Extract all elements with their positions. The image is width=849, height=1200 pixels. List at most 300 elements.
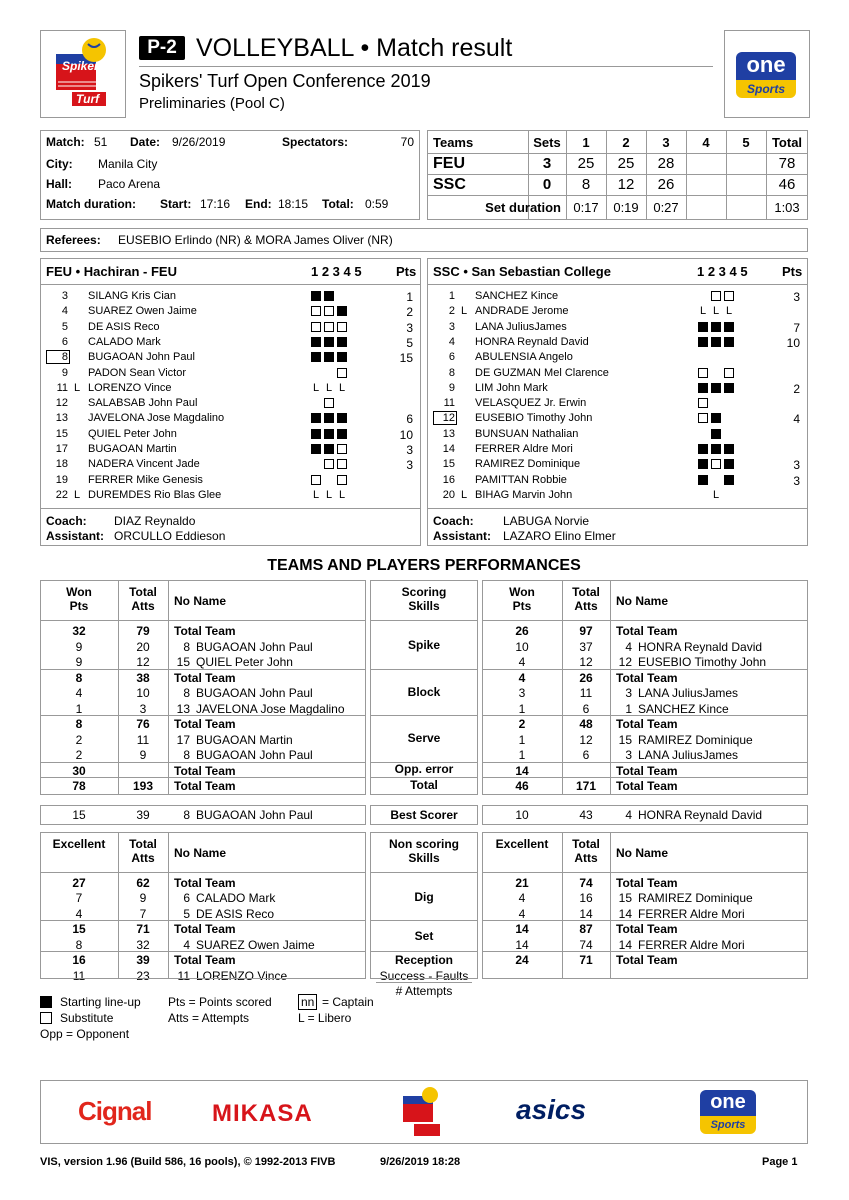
perf-value: 4 bbox=[518, 670, 526, 685]
player-points: 3 bbox=[406, 320, 413, 335]
player-number: 20 bbox=[442, 488, 455, 501]
libero-set-marker: L bbox=[712, 488, 720, 501]
skills-column bbox=[370, 580, 478, 795]
starting-square-icon bbox=[311, 413, 321, 423]
team-b-coach-line bbox=[427, 508, 808, 509]
score-row-divider bbox=[427, 174, 808, 175]
substitute-square-icon bbox=[337, 459, 347, 469]
perf-attempts: 71 bbox=[136, 922, 150, 936]
perf-player-name: Total Team bbox=[616, 922, 678, 936]
libero-set-marker: L bbox=[338, 381, 346, 394]
perf-header-col2: Total Atts bbox=[129, 585, 157, 613]
perf-player-no: 15 bbox=[618, 891, 632, 905]
perf-value: 1 bbox=[518, 748, 526, 762]
perf-player-name: Total Team bbox=[616, 670, 678, 685]
score-header-1: 1 bbox=[582, 135, 590, 150]
player-name: SILANG Kris Cian bbox=[88, 290, 177, 302]
player-number: 18 bbox=[55, 458, 68, 471]
substitute-square-icon bbox=[324, 459, 334, 469]
score-cell: 46 bbox=[778, 176, 796, 193]
player-set-participation bbox=[311, 322, 350, 332]
perf-attempts: 3 bbox=[139, 701, 147, 716]
perf-attempts: 37 bbox=[579, 639, 593, 654]
player-name: SUAREZ Owen Jaime bbox=[88, 305, 197, 318]
perf-player-name: SUAREZ Owen Jaime bbox=[196, 937, 315, 952]
player-set-participation bbox=[311, 490, 350, 500]
score-cell: 28 bbox=[657, 155, 675, 172]
table-divider bbox=[610, 832, 611, 979]
starting-square-icon bbox=[724, 337, 734, 347]
perf-value: 14 bbox=[515, 922, 529, 936]
perf-player-no: 4 bbox=[625, 639, 632, 654]
legend-atts: Atts = Attempts bbox=[168, 1011, 250, 1025]
starting-square-icon bbox=[711, 322, 721, 332]
legend-opp: Opp = Opponent bbox=[40, 1027, 130, 1041]
best-scorer-attempts: 43 bbox=[579, 807, 593, 822]
libero-marker: L bbox=[461, 305, 468, 318]
perf-player-no: 11 bbox=[177, 968, 190, 983]
perf-value: 4 bbox=[518, 655, 526, 669]
perf-value: 24 bbox=[515, 953, 529, 967]
player-set-participation bbox=[698, 291, 737, 301]
empty-set bbox=[324, 475, 334, 485]
score-header-sets: Sets bbox=[533, 135, 561, 150]
substitute-square-icon bbox=[324, 322, 334, 332]
city-label: City: bbox=[46, 157, 73, 171]
perf-player-name: Total Team bbox=[616, 624, 678, 638]
player-set-participation bbox=[698, 490, 724, 500]
substitute-square-icon bbox=[40, 1012, 52, 1024]
perf-header-col2: Total Atts bbox=[572, 836, 600, 865]
player-set-participation bbox=[311, 383, 350, 393]
svg-text:Turf: Turf bbox=[76, 92, 100, 106]
perf-player-name: Total Team bbox=[616, 875, 678, 890]
perf-attempts: 16 bbox=[579, 891, 593, 905]
perf-player-no: 13 bbox=[176, 701, 190, 716]
player-name: DE GUZMAN Mel Clarence bbox=[475, 366, 609, 379]
skill-label: Reception bbox=[394, 953, 453, 967]
table-divider bbox=[168, 832, 169, 979]
libero-marker: L bbox=[461, 488, 468, 501]
player-number: 15 bbox=[442, 458, 455, 471]
date-label: Date: bbox=[130, 135, 161, 149]
perf-attempts: 171 bbox=[575, 779, 597, 793]
substitute-square-icon bbox=[324, 398, 334, 408]
start-time: 17:16 bbox=[200, 197, 231, 211]
substitute-square-icon bbox=[311, 475, 321, 485]
perf-player-no: 14 bbox=[618, 937, 632, 952]
perf-attempts: 74 bbox=[579, 875, 593, 890]
perf-value: 30 bbox=[72, 763, 86, 778]
perf-player-name: Total Team bbox=[174, 875, 236, 890]
starting-square-icon bbox=[698, 459, 708, 469]
captain-box bbox=[433, 411, 457, 425]
perf-attempts: 6 bbox=[582, 701, 590, 716]
player-name: SANCHEZ Kince bbox=[475, 290, 559, 302]
perf-header-col1: Won Pts bbox=[66, 585, 92, 613]
perf-header-col2: Total Atts bbox=[129, 836, 157, 865]
player-number: 16 bbox=[442, 473, 455, 486]
starting-square-icon bbox=[724, 444, 734, 454]
player-name: FERRER Aldre Mori bbox=[475, 443, 573, 455]
perf-header-skills: Scoring Skills bbox=[401, 585, 447, 613]
document-title: VOLLEYBALL • Match result bbox=[196, 34, 513, 62]
substitute-square-icon bbox=[337, 444, 347, 454]
perf-player-name: RAMIREZ Dominique bbox=[638, 732, 753, 747]
score-header-2: 2 bbox=[622, 135, 630, 150]
perf-attempts: 9 bbox=[139, 748, 147, 762]
perf-attempts: 32 bbox=[136, 937, 150, 952]
perf-player-name: FERRER Aldre Mori bbox=[638, 906, 745, 921]
empty-set bbox=[711, 368, 721, 378]
starting-square-icon bbox=[337, 337, 347, 347]
one-sports-logo: one Sports bbox=[736, 52, 796, 100]
player-points: 2 bbox=[406, 305, 413, 320]
player-number: 12 bbox=[55, 397, 68, 410]
starting-square-icon bbox=[337, 306, 347, 316]
score-cell: 12 bbox=[617, 176, 635, 193]
perf-player-no: 12 bbox=[618, 655, 632, 669]
legend-libero: L = Libero bbox=[298, 1011, 352, 1025]
perf-attempts: 71 bbox=[579, 953, 593, 967]
substitute-square-icon bbox=[724, 368, 734, 378]
empty-set bbox=[698, 490, 708, 500]
player-points: 3 bbox=[793, 290, 800, 304]
team-b-coach-label: Coach: bbox=[433, 514, 474, 528]
player-number: 3 bbox=[448, 320, 455, 333]
team-b-pts-header: Pts bbox=[782, 264, 803, 279]
perf-player-name: JAVELONA Jose Magdalino bbox=[196, 701, 345, 716]
perf-attempts: 26 bbox=[579, 670, 593, 685]
spectators-label: Spectators: bbox=[282, 135, 349, 149]
score-team-name: FEU bbox=[433, 155, 465, 172]
perf-player-name: Total Team bbox=[174, 763, 236, 778]
skill-label: Opp. error bbox=[394, 762, 454, 777]
perf-attempts: 39 bbox=[136, 953, 150, 967]
substitute-square-icon bbox=[711, 459, 721, 469]
player-points: 3 bbox=[406, 458, 413, 473]
player-points: 3 bbox=[406, 443, 413, 457]
score-cell: 8 bbox=[581, 176, 591, 193]
hall-label: Hall: bbox=[46, 177, 73, 191]
team-a-header-line bbox=[40, 284, 421, 285]
substitute-square-icon bbox=[337, 475, 347, 485]
page-code-badge: P-2 bbox=[139, 36, 185, 60]
perf-attempts: 12 bbox=[136, 655, 150, 669]
perf-player-no: 8 bbox=[183, 639, 190, 654]
score-row-divider bbox=[427, 153, 808, 154]
perf-value: 7 bbox=[75, 891, 83, 905]
player-name: LIM John Mark bbox=[475, 381, 548, 394]
player-name: PAMITTAN Robbie bbox=[475, 473, 567, 486]
starting-square-icon bbox=[324, 413, 334, 423]
perf-value: 27 bbox=[72, 875, 86, 890]
perf-attempts: 76 bbox=[136, 717, 150, 731]
team-a-sets-header: 1 2 3 4 5 bbox=[311, 264, 362, 279]
empty-set bbox=[698, 291, 708, 301]
perf-value: 21 bbox=[515, 875, 529, 890]
player-name: RAMIREZ Dominique bbox=[475, 458, 581, 471]
footer-version: VIS, version 1.96 (Build 586, 16 pools), © 1992-2013 FIVB bbox=[40, 1156, 336, 1168]
perf-value: 14 bbox=[515, 763, 529, 778]
score-cell: 25 bbox=[617, 155, 635, 172]
player-points: 6 bbox=[406, 412, 413, 427]
substitute-square-icon bbox=[698, 413, 708, 423]
player-name: ABULENSIA Angelo bbox=[475, 351, 573, 364]
perf-player-no: 15 bbox=[176, 655, 190, 669]
perf-player-name: Total Team bbox=[174, 922, 236, 936]
player-number: 11 bbox=[56, 381, 68, 394]
skill-label: Serve bbox=[407, 731, 441, 746]
player-name: BUGAOAN John Paul bbox=[88, 351, 195, 364]
mikasa-logo: MIKASA bbox=[212, 1100, 313, 1127]
player-set-participation bbox=[311, 291, 337, 301]
legend-captain-box: nn bbox=[298, 994, 317, 1010]
player-points: 10 bbox=[399, 427, 413, 442]
perf-attempts: 23 bbox=[136, 968, 150, 983]
player-number: 9 bbox=[448, 381, 455, 394]
player-set-participation bbox=[311, 337, 350, 347]
libero-set-marker: L bbox=[312, 381, 320, 394]
table-divider bbox=[562, 832, 563, 979]
perf-player-name: SANCHEZ Kince bbox=[638, 701, 729, 716]
perf-value: 9 bbox=[75, 639, 83, 654]
player-number: 6 bbox=[448, 351, 455, 364]
player-number: 19 bbox=[55, 473, 68, 486]
perf-attempts: 9 bbox=[139, 891, 147, 905]
team-b-assistant-label: Assistant: bbox=[433, 529, 492, 543]
perf-player-name: Total Team bbox=[174, 624, 236, 638]
player-number: 5 bbox=[61, 320, 68, 333]
player-number: 4 bbox=[61, 305, 68, 318]
perf-player-name: QUIEL Peter John bbox=[196, 655, 293, 669]
player-number: 14 bbox=[442, 443, 455, 455]
competition-name: Spikers' Turf Open Conference 2019 bbox=[139, 71, 431, 91]
starting-square-icon bbox=[711, 383, 721, 393]
perf-player-name: LANA JuliusJames bbox=[638, 686, 739, 700]
perf-player-name: LORENZO Vince bbox=[196, 968, 288, 983]
player-name: CALADO Mark bbox=[88, 335, 161, 348]
perf-attempts: 74 bbox=[579, 937, 593, 952]
legend-starting: Starting line-up bbox=[60, 995, 141, 1009]
libero-set-marker: L bbox=[699, 305, 707, 318]
referees-label: Referees: bbox=[46, 233, 101, 247]
perf-value: 4 bbox=[75, 686, 83, 700]
player-number: 13 bbox=[442, 427, 455, 440]
perf-player-no: 1 bbox=[625, 701, 632, 716]
table-divider bbox=[118, 832, 119, 979]
perf-attempts: 6 bbox=[582, 748, 590, 762]
match-label: Match: bbox=[46, 135, 85, 149]
perf-value: 8 bbox=[75, 937, 83, 952]
captain-box bbox=[46, 350, 70, 364]
substitute-square-icon bbox=[698, 398, 708, 408]
perf-attempts: 87 bbox=[579, 922, 593, 936]
player-name: HONRA Reynald David bbox=[475, 335, 589, 348]
libero-set-marker: L bbox=[725, 305, 733, 318]
team-a-assistant-label: Assistant: bbox=[46, 529, 105, 543]
starting-square-icon bbox=[337, 413, 347, 423]
perf-value: 1 bbox=[75, 701, 83, 716]
perf-value: 4 bbox=[518, 891, 526, 905]
starting-square-icon bbox=[324, 352, 334, 362]
libero-marker: L bbox=[74, 381, 81, 394]
perf-header-col2: Total Atts bbox=[572, 585, 600, 613]
perf-attempts: 12 bbox=[579, 655, 593, 669]
score-header-5: 5 bbox=[742, 135, 750, 150]
player-name: EUSEBIO Timothy John bbox=[475, 412, 593, 425]
perf-player-name: Total Team bbox=[174, 717, 236, 731]
table-divider bbox=[168, 580, 169, 795]
perf-attempts: 11 bbox=[579, 686, 593, 700]
match-number: 51 bbox=[94, 135, 108, 149]
player-set-participation bbox=[311, 306, 350, 316]
player-set-participation bbox=[698, 383, 737, 393]
player-number: 8 bbox=[448, 366, 455, 379]
table-divider bbox=[118, 580, 119, 795]
team-a-coach: DIAZ Reynaldo bbox=[114, 514, 196, 528]
libero-set-marker: L bbox=[325, 381, 333, 394]
player-number: 22 bbox=[55, 488, 68, 501]
player-set-participation bbox=[311, 459, 350, 469]
team-b-table bbox=[482, 832, 808, 979]
table-divider bbox=[376, 982, 472, 983]
perf-player-no: 5 bbox=[183, 906, 190, 921]
perf-value: 2 bbox=[75, 748, 83, 762]
perf-value: 4 bbox=[75, 906, 83, 921]
skill-label: Dig bbox=[414, 889, 434, 904]
substitute-square-icon bbox=[337, 322, 347, 332]
perf-attempts: 97 bbox=[579, 624, 593, 638]
score-header-4: 4 bbox=[702, 135, 710, 150]
starting-square-icon bbox=[324, 429, 334, 439]
starting-square-icon bbox=[724, 475, 734, 485]
empty-set bbox=[711, 475, 721, 485]
libero-set-marker: L bbox=[338, 488, 346, 501]
best-scorer-name: HONRA Reynald David bbox=[638, 807, 763, 822]
perf-value: 78 bbox=[72, 779, 86, 793]
player-number: 1 bbox=[448, 290, 455, 302]
perf-player-name: Total Team bbox=[616, 779, 678, 793]
player-number: 15 bbox=[55, 427, 68, 440]
score-row-divider bbox=[427, 195, 808, 196]
libero-set-marker: L bbox=[325, 488, 333, 501]
perf-player-no: 3 bbox=[625, 748, 632, 762]
player-number: 9 bbox=[61, 366, 68, 379]
team-b-header-line bbox=[427, 284, 808, 285]
score-cell: 3 bbox=[542, 155, 552, 172]
team-a-coach-line bbox=[40, 508, 421, 509]
perf-value: 26 bbox=[515, 624, 529, 638]
starting-square-icon bbox=[311, 429, 321, 439]
starting-square-icon bbox=[698, 322, 708, 332]
spikers-turf-logo bbox=[48, 36, 120, 112]
perf-player-no: 8 bbox=[183, 748, 190, 762]
player-number: 8 bbox=[61, 351, 68, 364]
starting-square-icon bbox=[337, 429, 347, 439]
end-time: 18:15 bbox=[278, 197, 309, 211]
starting-square-icon bbox=[711, 444, 721, 454]
perf-header-name: No Name bbox=[174, 594, 227, 608]
perf-value: 4 bbox=[518, 906, 526, 921]
player-points: 2 bbox=[793, 381, 800, 396]
team-b-coach: LABUGA Norvie bbox=[503, 514, 590, 528]
perf-player-name: EUSEBIO Timothy John bbox=[638, 655, 767, 669]
team-a-coach-label: Coach: bbox=[46, 514, 87, 528]
player-name: NADERA Vincent Jade bbox=[88, 458, 200, 471]
player-points: 3 bbox=[793, 458, 800, 473]
perf-player-name: LANA JuliusJames bbox=[638, 748, 739, 762]
total-label: Total: bbox=[322, 197, 354, 211]
perf-value: 2 bbox=[75, 732, 83, 747]
perf-value: 3 bbox=[518, 686, 526, 700]
substitute-square-icon bbox=[711, 291, 721, 301]
skill-label: Block bbox=[407, 684, 441, 699]
score-cell: 26 bbox=[657, 176, 675, 193]
team-a-pts-header: Pts bbox=[396, 264, 417, 279]
score-header-teams: Teams bbox=[433, 135, 474, 150]
starting-square-icon bbox=[337, 352, 347, 362]
perf-value: 16 bbox=[72, 953, 86, 967]
spikers-sponsor-logo bbox=[400, 1086, 442, 1138]
start-label: Start: bbox=[160, 197, 192, 211]
legend-substitute: Substitute bbox=[60, 1011, 114, 1025]
perf-player-name: Total Team bbox=[174, 670, 236, 685]
score-header-3: 3 bbox=[662, 135, 670, 150]
player-name: BUNSUAN Nathalian bbox=[475, 427, 579, 440]
player-name: VELASQUEZ Jr. Erwin bbox=[475, 397, 587, 410]
player-set-participation bbox=[311, 429, 350, 439]
player-points: 15 bbox=[399, 351, 413, 366]
referees-value: EUSEBIO Erlindo (NR) & MORA James Oliver (NR) bbox=[118, 233, 393, 247]
player-name: JAVELONA Jose Magdalino bbox=[88, 412, 225, 425]
starting-square-icon bbox=[724, 383, 734, 393]
perf-value: 11 bbox=[72, 968, 86, 983]
empty-set bbox=[698, 429, 708, 439]
legend-pts: Pts = Points scored bbox=[168, 995, 272, 1009]
perf-player-no: 15 bbox=[618, 732, 632, 747]
perf-player-no: 14 bbox=[618, 906, 632, 921]
libero-set-marker: L bbox=[312, 488, 320, 501]
substitute-square-icon bbox=[311, 322, 321, 332]
table-divider bbox=[610, 580, 611, 795]
score-cell: 0 bbox=[542, 176, 552, 193]
player-set-participation bbox=[698, 444, 737, 454]
skill-sublabel: Success - Faults bbox=[379, 968, 469, 983]
perf-player-no: 8 bbox=[183, 686, 190, 700]
team-b-assistant: LAZARO Elino Elmer bbox=[503, 529, 616, 543]
player-set-participation bbox=[311, 413, 350, 423]
score-cell: 25 bbox=[577, 155, 595, 172]
starting-square-icon bbox=[711, 337, 721, 347]
perf-value: 15 bbox=[72, 922, 86, 936]
perf-player-name: Total Team bbox=[616, 717, 678, 731]
player-points: 3 bbox=[793, 473, 800, 488]
perf-attempts: 7 bbox=[139, 906, 147, 921]
player-name: LANA JuliusJames bbox=[475, 320, 567, 333]
skill-label: Total bbox=[410, 777, 438, 792]
team-b-title: SSC • San Sebastian College bbox=[433, 264, 611, 279]
substitute-square-icon bbox=[311, 306, 321, 316]
footer-page: Page 1 bbox=[762, 1156, 798, 1168]
libero-marker: L bbox=[74, 488, 81, 501]
perf-value: 10 bbox=[515, 639, 529, 654]
perf-header-col1: Excellent bbox=[52, 836, 106, 851]
empty-set bbox=[311, 459, 321, 469]
starting-square-icon bbox=[324, 291, 334, 301]
phase-name: Preliminaries (Pool C) bbox=[139, 95, 285, 112]
perf-player-no: 6 bbox=[183, 891, 190, 905]
